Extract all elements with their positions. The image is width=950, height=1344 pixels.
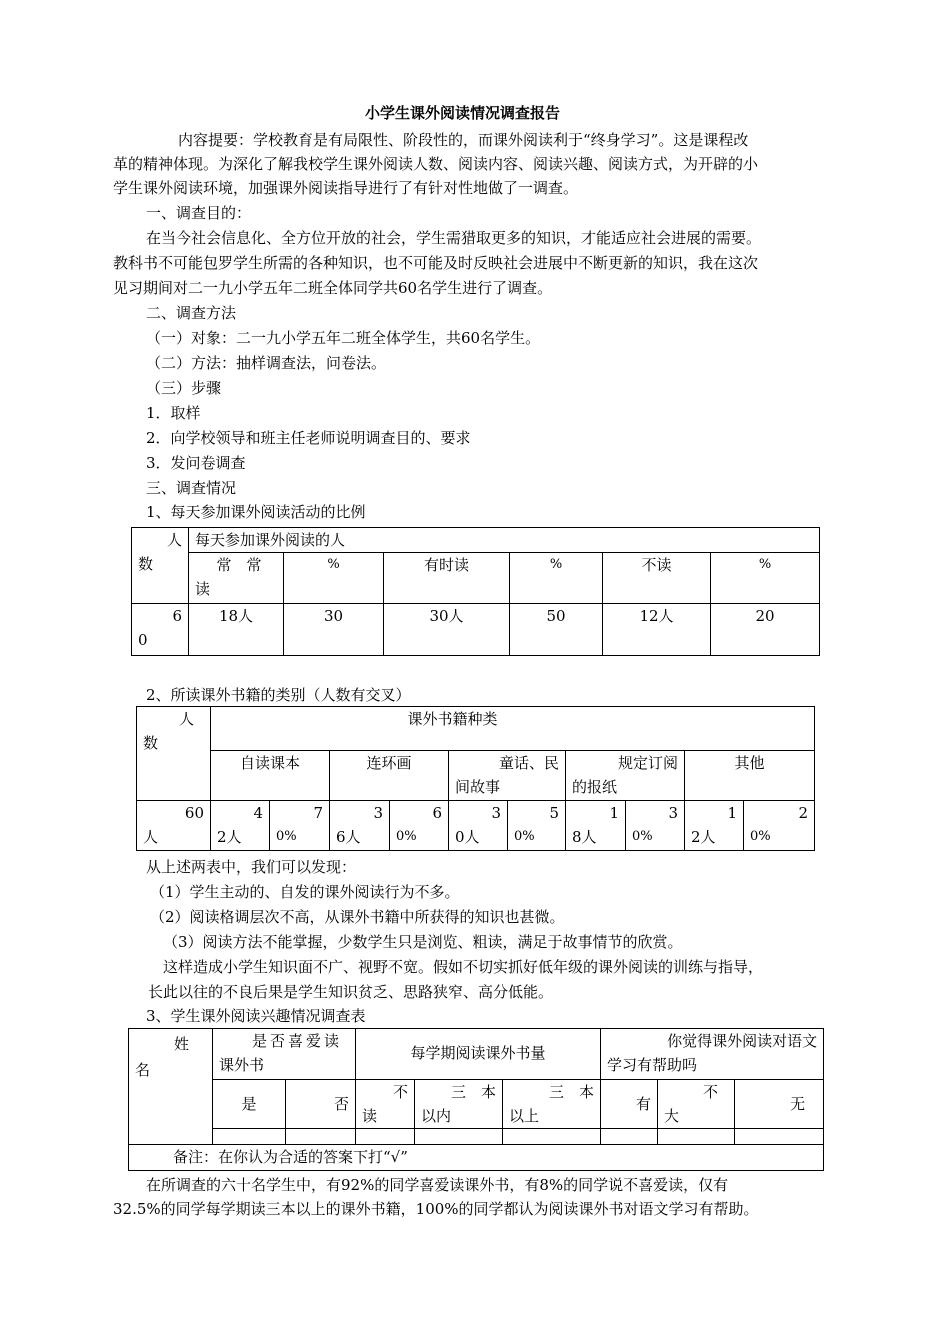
t2-p3a: 5 — [549, 804, 559, 822]
t3-empty-cell — [213, 1129, 286, 1145]
t2-v2a: 3 — [373, 804, 383, 822]
t1-pct3-value: 20 — [711, 604, 820, 656]
t2-v1a: 4 — [253, 804, 263, 822]
t3-none-header: 无 — [735, 1080, 824, 1129]
t2-p1a: 7 — [313, 804, 323, 822]
table-2-caption: 2、所读课外书籍的类别（人数有交叉） — [146, 686, 411, 704]
t2-v2b: 6人 — [336, 828, 361, 846]
section-1-heading: 一、调查目的： — [146, 204, 252, 222]
t2-textbook-pct — [270, 801, 330, 851]
t3-notread-header — [356, 1080, 415, 1129]
section-1-line-2: 教科书不可能包罗学生所需的各种知识，也不可能及时反映社会进展中不断更新的知识，我在这次 — [113, 254, 759, 272]
t2-total-b: 人 — [143, 828, 159, 846]
t2-p1b: 0% — [276, 829, 297, 844]
t3-above3-header-b: 以上 — [509, 1107, 540, 1125]
t3-have-header: 有 — [601, 1080, 658, 1129]
t2-v1b: 2人 — [217, 828, 242, 846]
t1-pct1-header: % — [284, 553, 384, 604]
table-2 — [136, 706, 815, 851]
t2-people-header — [137, 707, 211, 801]
t1-never-value: 12人 — [603, 604, 711, 656]
t2-textbook-count — [211, 801, 270, 851]
t2-fairytale-header-b: 间故事 — [455, 778, 501, 796]
t2-v3a: 3 — [491, 804, 501, 822]
t2-newspaper-header — [566, 751, 685, 801]
t3-notread-header-a: 不 — [393, 1083, 409, 1101]
t2-newspaper-count — [566, 801, 626, 851]
t1-total — [132, 604, 189, 656]
t3-empty-cell — [735, 1129, 824, 1145]
t2-other-count — [685, 801, 744, 851]
t1-group-header: 每天参加课外阅读的人 — [189, 528, 820, 553]
t2-people-header-b: 数 — [143, 734, 159, 752]
t3-empty-cell — [356, 1129, 415, 1145]
t1-people-header-b: 数 — [138, 555, 154, 573]
t2-total — [137, 801, 211, 851]
t1-pct2-header: % — [510, 553, 603, 604]
t1-often-header — [189, 553, 284, 604]
finding-2: （2）阅读格调层次不高，从课外书籍中所获得的知识也甚微。 — [150, 908, 565, 926]
t1-often-header-a: 常 常 — [216, 556, 262, 574]
table-1 — [131, 527, 820, 656]
finding-1: （1）学生主动的、自发的课外阅读行为不多。 — [150, 883, 460, 901]
t2-total-a: 60 — [184, 804, 204, 822]
t2-p4b: 0% — [632, 829, 653, 844]
t2-comics-count — [330, 801, 390, 851]
step-2: 2．向学校领导和班主任老师说明调查目的、要求 — [146, 429, 471, 447]
t1-total-a: 6 — [172, 607, 182, 625]
section-1-line-3: 见习期间对二一九小学五年二班全体同学共60名学生进行了调查。 — [113, 279, 553, 297]
t3-name-header-a: 姓 — [173, 1035, 189, 1053]
intro-line-2: 革的精神体现。为深化了解我校学生课外阅读人数、阅读内容、阅读兴趣、阅读方式，为开辟的小 — [113, 155, 759, 173]
t2-p5a: 2 — [798, 804, 809, 822]
t2-newspaper-header-b: 的报纸 — [572, 778, 618, 796]
t2-p5b: 0% — [750, 829, 771, 844]
t2-fairytale-count — [449, 801, 508, 851]
t2-v3b: 0人 — [455, 828, 480, 846]
t3-amount-header: 每学期阅读课外书量 — [356, 1029, 601, 1080]
t3-help-header-a: 你觉得课外阅读对语文 — [667, 1032, 818, 1050]
t2-p2a: 6 — [432, 804, 442, 822]
t3-notmuch-header-b: 大 — [664, 1107, 680, 1125]
t3-empty-cell — [601, 1129, 658, 1145]
findings-lead: 从上述两表中，我们可以发现： — [146, 858, 357, 876]
t2-other-header: 其他 — [685, 751, 815, 801]
t1-often-header-b: 读 — [195, 580, 211, 598]
t3-above3-header-a: 三 本 — [549, 1083, 595, 1101]
method-object: （一）对象：二一九小学五年二班全体学生，共60名学生。 — [146, 329, 541, 347]
t3-note: 备注：在你认为合适的答案下打“√” — [129, 1145, 824, 1171]
conclusion-line-2: 32.5%的同学每学期读三本以上的课外书籍，100%的同学都认为阅读课外书对语文学习有帮助。 — [113, 1200, 759, 1218]
t1-pct3-header: % — [711, 553, 820, 604]
t2-p2b: 0% — [396, 829, 417, 844]
table-3-caption: 3、学生课外阅读兴趣情况调查表 — [146, 1007, 366, 1025]
conclusion-line-1: 在所调查的六十名学生中，有92%的同学喜爱读课外书，有8%的同学说不喜爱读，仅有 — [146, 1176, 729, 1194]
t1-sometimes-header: 有时读 — [384, 553, 510, 604]
t2-newspaper-header-a: 规定订阅 — [617, 754, 678, 772]
t2-p3b: 0% — [514, 829, 535, 844]
t2-v4a: 1 — [609, 804, 619, 822]
t3-within3-header — [415, 1080, 503, 1129]
page-title: 小学生课外阅读情况调查报告 — [365, 104, 561, 122]
t2-comics-pct — [390, 801, 449, 851]
t2-fairytale-header — [449, 751, 566, 801]
t3-notread-header-b: 读 — [362, 1107, 378, 1125]
table-1-caption: 1、每天参加课外阅读活动的比例 — [146, 503, 366, 521]
t1-pct1-value: 30 — [284, 604, 384, 656]
t1-people-header-a: 人 — [166, 531, 182, 549]
t3-notmuch-header — [658, 1080, 735, 1129]
t1-pct2-value: 50 — [510, 604, 603, 656]
t3-within3-header-a: 三 本 — [451, 1083, 497, 1101]
t2-group-header: 课外书籍种类 — [211, 707, 815, 751]
t3-help-header — [601, 1029, 824, 1080]
section-1-line-1: 在当今社会信息化、全方位开放的社会，学生需猎取更多的知识，才能适应社会进展的需要。 — [146, 229, 762, 247]
method-approach: （二）方法：抽样调查法，问卷法。 — [146, 354, 387, 372]
comment-line-1: 这样造成小学生知识面不广、视野不宽。假如不切实抓好低年级的课外阅读的训练与指导， — [163, 958, 764, 976]
t2-p4a: 3 — [668, 804, 678, 822]
t3-no-header: 否 — [286, 1080, 356, 1129]
t2-v4b: 8人 — [572, 828, 597, 846]
t1-sometimes-value: 30人 — [384, 604, 510, 656]
t2-newspaper-pct — [626, 801, 685, 851]
t3-yes-header: 是 — [213, 1080, 286, 1129]
section-2-heading: 二、调查方法 — [146, 304, 237, 322]
t3-above3-header — [503, 1080, 601, 1129]
t3-notmuch-header-a: 不 — [703, 1083, 719, 1101]
t3-within3-header-b: 以内 — [421, 1107, 452, 1125]
intro-line-3: 学生课外阅读环境，加强课外阅读指导进行了有针对性地做了一调查。 — [113, 179, 579, 197]
t2-v5a: 1 — [727, 804, 737, 822]
t3-empty-cell — [415, 1129, 503, 1145]
t3-name-header — [129, 1029, 213, 1145]
method-steps: （三）步骤 — [146, 379, 222, 397]
t3-like-header — [213, 1029, 356, 1080]
t3-like-header-b: 课外书 — [219, 1056, 265, 1074]
t1-never-header: 不读 — [603, 553, 711, 604]
comment-line-2: 长此以往的不良后果是学生知识贫乏、思路狭窄、高分低能。 — [148, 983, 554, 1001]
t3-name-header-b: 名 — [135, 1061, 151, 1079]
section-3-heading: 三、调查情况 — [146, 479, 237, 497]
t3-empty-cell — [286, 1129, 356, 1145]
t2-people-header-a: 人 — [178, 710, 194, 728]
t1-people-header — [132, 528, 189, 604]
t1-total-b: 0 — [138, 631, 148, 649]
t3-like-header-a: 是否喜爱读 — [252, 1032, 343, 1050]
t2-v5b: 2人 — [691, 828, 716, 846]
t3-empty-cell — [503, 1129, 601, 1145]
table-3 — [128, 1028, 824, 1171]
step-3: 3．发问卷调查 — [146, 454, 246, 472]
step-1: 1．取样 — [146, 404, 201, 422]
t1-often-value: 18人 — [189, 604, 284, 656]
t2-other-pct — [744, 801, 815, 851]
t3-help-header-b: 学习有帮助吗 — [607, 1056, 698, 1074]
t2-textbook-header: 自读课本 — [211, 751, 330, 801]
finding-3: （3）阅读方法不能掌握，少数学生只是浏览、粗读，满足于故事情节的欣赏。 — [163, 933, 683, 951]
intro-line-1: 内容提要：学校教育是有局限性、阶段性的，而课外阅读利于“终身学习”。这是课程改 — [178, 131, 749, 149]
t2-comics-header: 连环画 — [330, 751, 449, 801]
t2-fairytale-pct — [508, 801, 566, 851]
t2-fairytale-header-a: 童话、民 — [498, 754, 559, 772]
t3-empty-cell — [658, 1129, 735, 1145]
